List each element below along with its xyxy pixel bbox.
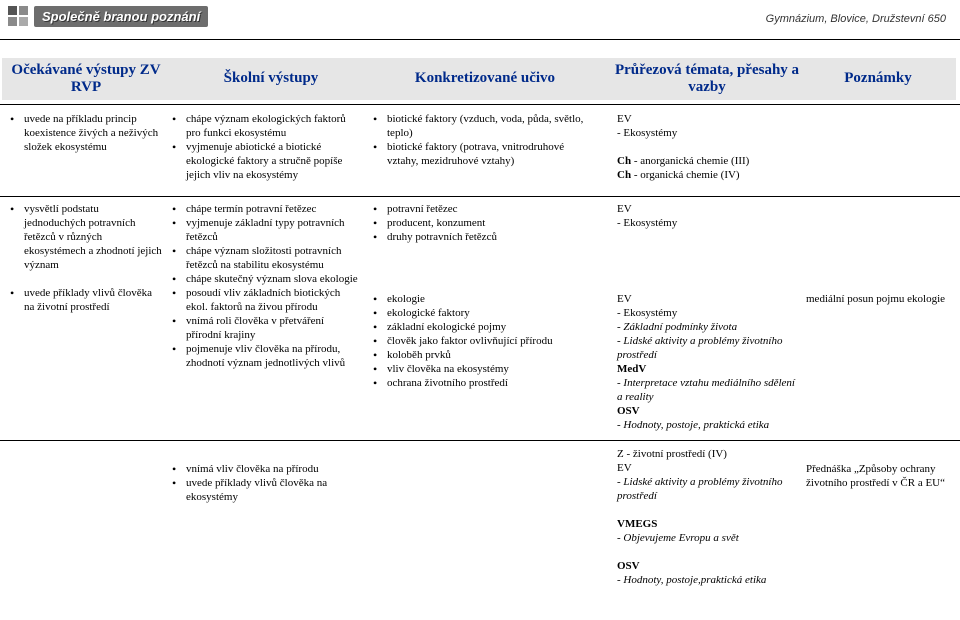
row2-prurez-a: [617, 202, 797, 230]
prurez-item: - Ekosystémy: [617, 217, 678, 229]
prurez-code: MedV: [617, 363, 647, 375]
list-item: • koloběh prvků: [371, 348, 596, 362]
list-item: • chápe význam složitosti potravních řetězců na stabilitu ekosystému: [170, 244, 360, 272]
row2-rvp: [8, 202, 163, 314]
list-item: • chápe význam ekologických faktorů pro funkci ekosystému: [170, 112, 360, 140]
list-item: • ekologické faktory: [371, 306, 596, 320]
table-header: [2, 58, 956, 100]
list-item: • uvede na příkladu princip koexistence živých a neživých složek ekosystému: [8, 112, 160, 154]
prurez-item: - Hodnoty, postoje,praktická etika: [617, 574, 767, 586]
logo-text: Společně branou poznání: [34, 6, 208, 27]
list-item: • pojmenuje vliv člověka na přírodu, zhodnotí význam jednotlivých vlivů: [170, 342, 360, 370]
prurez-item: - Objevujeme Evropu a svět: [617, 532, 739, 544]
column-header-rvp: Očekávané výstupy ZV RVP: [11, 62, 161, 95]
page-header: [0, 0, 960, 40]
prurez-code: OSV: [617, 560, 640, 572]
list-item: • vyjmenuje abiotické a biotické ekologické faktory a stručně popíše jejich vliv na ekosystémy: [170, 140, 360, 182]
list-item: • chápe skutečný význam slova ekologie: [170, 272, 360, 286]
prurez-item: Ch - anorganická chemie (III): [617, 155, 750, 167]
row1-rvp: [8, 112, 160, 154]
list-item: • základní ekologické pojmy: [371, 320, 596, 334]
row-rule: [0, 196, 960, 197]
list-item: • posoudí vliv základních biotických ekol. faktorů na živou přírodu: [170, 286, 360, 314]
prurez-code: OSV: [617, 405, 640, 417]
list-item: • druhy potravních řetězců: [371, 230, 596, 244]
column-header-ucivo: Konkretizované učivo: [414, 70, 556, 86]
list-item: • člověk jako faktor ovlivňující přírodu: [371, 334, 596, 348]
list-item: • ochrana životního prostředí: [371, 376, 596, 390]
prurez-item: - Hodnoty, postoje, praktická etika: [617, 419, 770, 431]
row3-poznamky: Přednáška „Způsoby ochrany životního prostředí v ČR a EU“: [806, 463, 946, 489]
column-header-prurez: Průřezová témata, přesahy a vazby: [614, 62, 800, 95]
row2-ucivo-a: [371, 202, 596, 244]
prurez-code: EV: [617, 293, 632, 305]
row3-skolni: [170, 462, 360, 504]
list-item: • producent, konzument: [371, 216, 596, 230]
row3-prurez: [617, 447, 797, 587]
prurez-item: Z - životní prostředí (IV): [617, 448, 727, 460]
row1-ucivo: [371, 112, 596, 168]
row-rule: [0, 104, 960, 105]
list-item: • vnímá vliv člověka na přírodu: [170, 462, 360, 476]
list-item: • vliv člověka na ekosystémy: [371, 362, 596, 376]
row2-prurez-b: [617, 292, 797, 432]
school-name: Gymnázium, Blovice, Družstevní 650: [765, 13, 946, 25]
column-header-poznamky: Poznámky: [844, 70, 912, 86]
list-item: • vnímá roli člověka v přetváření přírodní krajiny: [170, 314, 360, 342]
row1-prurez: [617, 112, 797, 182]
logo-squares-icon: [8, 6, 28, 26]
row-rule: [0, 440, 960, 441]
prurez-code: VMEGS: [617, 518, 658, 530]
prurez-item: - Základní podmínky života: [617, 321, 738, 333]
list-item: • vyjmenuje základní typy potravních řetězců: [170, 216, 360, 244]
list-item: • uvede příklady vlivů člověka na životní prostředí: [8, 286, 163, 314]
row2-skolni: [170, 202, 360, 370]
list-item: • potravní řetězec: [371, 202, 596, 216]
prurez-item: - Ekosystémy: [617, 127, 678, 139]
row2-ucivo-b: [371, 292, 596, 390]
row1-skolni: [170, 112, 360, 182]
list-item: • ekologie: [371, 292, 596, 306]
row2-poznamky: mediální posun pojmu ekologie: [806, 293, 946, 305]
prurez-code: EV: [617, 462, 632, 474]
prurez-code: EV: [617, 203, 632, 215]
prurez-item: - Interpretace vztahu mediálního sdělení a reality: [617, 377, 795, 403]
project-logo: [8, 5, 208, 27]
prurez-item: - Lidské aktivity a problémy životního prostředí: [617, 335, 783, 361]
list-item: • uvede příklady vlivů člověka na ekosystémy: [170, 476, 360, 504]
prurez-code: EV: [617, 113, 632, 125]
prurez-item: Ch - organická chemie (IV): [617, 169, 740, 181]
list-item: • biotické faktory (vzduch, voda, půda, světlo, teplo): [371, 112, 596, 140]
list-item: • vysvětlí podstatu jednoduchých potravních řetězců v různých ekosystémech a zhodnotí jejich význam: [8, 202, 163, 272]
list-item: • chápe termín potravní řetězec: [170, 202, 360, 216]
list-item: • biotické faktory (potrava, vnitrodruhové vztahy, mezidruhové vztahy): [371, 140, 596, 168]
column-header-skolni: Školní výstupy: [223, 70, 319, 86]
prurez-item: - Lidské aktivity a problémy životního prostředí: [617, 476, 783, 502]
prurez-item: - Ekosystémy: [617, 307, 678, 319]
header-rule: [0, 39, 960, 40]
